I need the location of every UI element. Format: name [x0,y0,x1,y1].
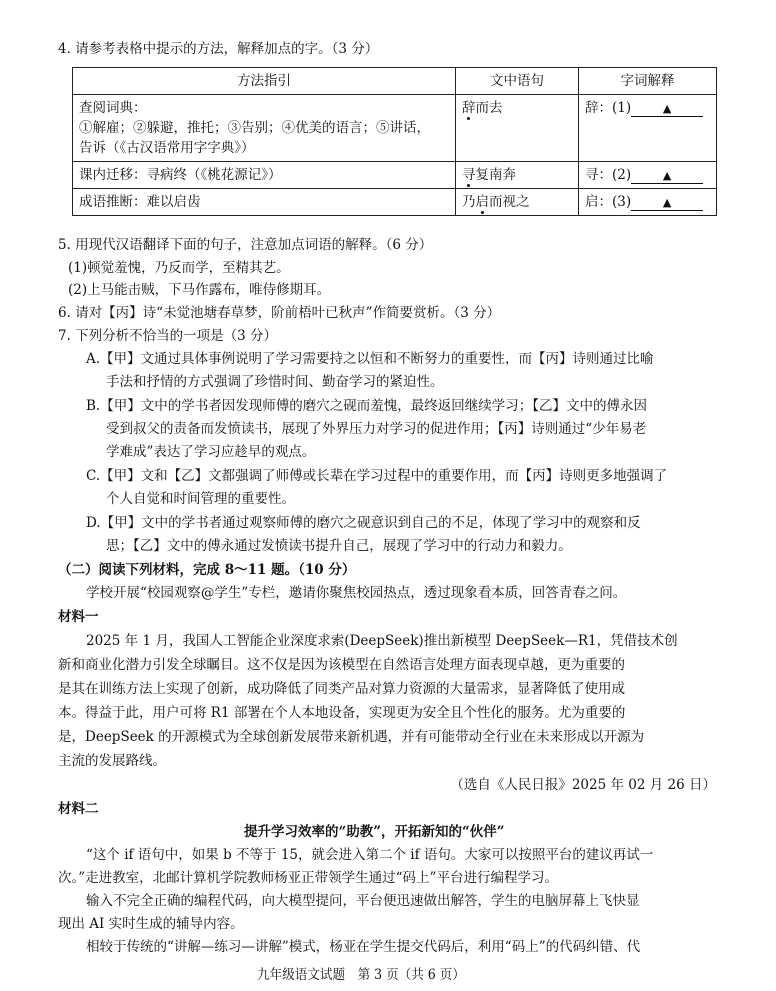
sentence-text: 复南奔 [475,167,516,183]
method-line: 课内迁移：寻病终（《桃花源记》） [79,167,282,183]
q4-row-2 [73,162,717,189]
answer-blank[interactable] [631,196,703,211]
q7-option-c-line-2: 个人自觉和时间管理的重要性。 [106,491,295,507]
answer-label: 启：(3) [585,194,632,210]
q5-sentence-1: (1)顿觉羞愧，乃反而学，至精其艺。 [68,260,290,276]
q5-sentence-2: (2)上马能击贼，下马作露布，唯侍修期耳。 [68,282,331,298]
q4-row-1-sentence [456,95,579,162]
dotted-char: 辞 [462,100,476,116]
material-1-line-4: 本。得益于此，用户可将 R1 部署在个人本地设备，实现更为安全且个性化的服务。尤为重要的 [58,705,626,721]
q4-row-1-answer [579,95,717,162]
sentence-text: 而去 [475,100,503,116]
sentence-text: 而视之 [489,194,530,210]
q4-title: 4. 请参考表格中提示的方法，解释加点的字。（3 分） [58,41,379,57]
material-2-line-3: 输入不完全正确的编程代码，向大模型提问，平台便迅速做出解答，学生的电脑屏幕上飞快显 [86,893,640,909]
answer-blank[interactable] [631,102,703,117]
q7-option-b-line-1: B.【甲】文中的学书者因发现师傅的磨穴之砚而羞愧，最终返回继续学习；【乙】文中的傅永因 [86,398,647,414]
q4-row-3-sentence [456,189,579,216]
q4-header-sentence: 文中语句 [456,68,579,95]
material-2-line-1: “这个 if 语句中，如果 b 不等于 15，就会进入第二个 if 语句。大家可以按照平台的建议再试一 [86,847,654,863]
material-1-label: 材料一 [58,609,99,625]
q7-option-a-line-2: 手法和抒情的方式强调了珍惜时间、勤奋学习的紧迫性。 [106,374,444,390]
material-2-label: 材料二 [58,801,99,817]
sentence-text: 乃 [462,194,476,210]
material-1-line-5: 是，DeepSeek 的开源模式为全球创新发展带来新机遇，并有可能带动全行业在未来形成以开源为 [58,729,645,745]
q4-header-row [73,68,717,95]
dotted-char: 启 [475,194,489,210]
q7-option-d-line-1: D.【甲】文中的学书者通过观察师傅的磨穴之砚意识到自己的不足，体现了学习中的观察和反 [86,515,641,531]
q4-header-method: 方法指引 [73,68,456,95]
material-1-source: （选自《人民日报》2025 年 02 月 26 日） [450,777,716,793]
method-line: ①解雇；②躲避，推托；③告别；④优美的语言；⑤讲话， [79,120,430,136]
q4-row-1-method [73,95,456,162]
answer-label: 寻：(2) [585,167,632,183]
triangle-mark: ▲ [662,102,672,115]
q4-row-2-answer [579,162,717,189]
q7-option-b-line-3: 学难成”表达了学习应趁早的观点。 [106,444,316,460]
q4-row-1 [73,95,717,162]
q7-option-c-line-1: C.【甲】文和【乙】文都强调了师傅或长辈在学习过程中的重要作用，而【丙】诗则更多地强调了 [86,468,668,484]
material-2-title: 提升学习效率的“助教”，开拓新知的“伙伴” [244,824,505,840]
material-2-line-4: 现出 AI 实时生成的辅导内容。 [58,916,244,932]
material-1-line-1: 2025 年 1 月，我国人工智能企业深度求索(DeepSeek)推出新模型 DeepSeek—R1，凭借技术创 [86,633,678,649]
dotted-char: 寻 [462,167,476,183]
part2-intro: 学校开展“校园观察@学生”专栏，邀请你聚焦校园热点，透过现象看本质，回答青春之问。 [86,585,627,601]
q6-title: 6. 请对【丙】诗“未觉池塘春草梦，阶前梧叶已秋声”作简要赏析。（3 分） [58,305,501,321]
answer-blank[interactable] [631,169,703,184]
q7-option-b-line-2: 受到叔父的责备而发愤读书，展现了外界压力对学习的促进作用；【丙】诗则通过“少年易老 [106,421,647,437]
q4-row-3-answer [579,189,717,216]
answer-label: 辞：(1) [585,100,632,116]
q7-option-d-line-2: 思；【乙】文中的傅永通过发愤读书提升自己，展现了学习中的行动力和毅力。 [106,538,572,554]
material-1-line-2: 新和商业化潜力引发全球瞩目。这不仅是因为该模型在自然语言处理方面表现卓越，更为重要的 [58,657,625,673]
material-2-line-2: 次。”走进教室，北邮计算机学院教师杨亚正带领学生通过“码上”平台进行编程学习。 [58,870,558,886]
q4-row-3 [73,189,717,216]
triangle-mark: ▲ [662,196,672,209]
material-1-line-3: 是其在训练方法上实现了创新，成功降低了同类产品对算力资源的大量需求，显著降低了使用成 [58,681,625,697]
q4-row-3-method [73,189,456,216]
triangle-mark: ▲ [662,169,672,182]
q4-table [72,67,717,216]
material-2-line-5: 相较于传统的“讲解—练习—讲解”模式，杨亚在学生提交代码后，利用“码上”的代码纠错、代 [86,939,641,955]
q7-option-a-line-1: A.【甲】文通过具体事例说明了学习需要持之以恒和不断努力的重要性，而【丙】诗则通过比喻 [86,351,654,367]
q5-title: 5. 用现代汉语翻译下面的句子，注意加点词语的解释。（6 分） [58,237,433,253]
method-line: 成语推断：难以启齿 [79,194,201,210]
method-line: 告诉（《古汉语常用字字典》） [79,140,255,156]
method-line: 查阅词典： [79,100,147,116]
q4-row-2-sentence [456,162,579,189]
q7-title: 7. 下列分析不恰当的一项是（3 分） [58,328,278,344]
q4-row-2-method [73,162,456,189]
q4-header-answer: 字词解释 [579,68,717,95]
part2-title: （二）阅读下列材料，完成 8～11 题。（10 分） [58,562,356,578]
material-1-line-6: 主流的发展路线。 [58,753,166,769]
page-footer: 九年级语文试题 第 3 页（共 6 页） [257,967,465,983]
